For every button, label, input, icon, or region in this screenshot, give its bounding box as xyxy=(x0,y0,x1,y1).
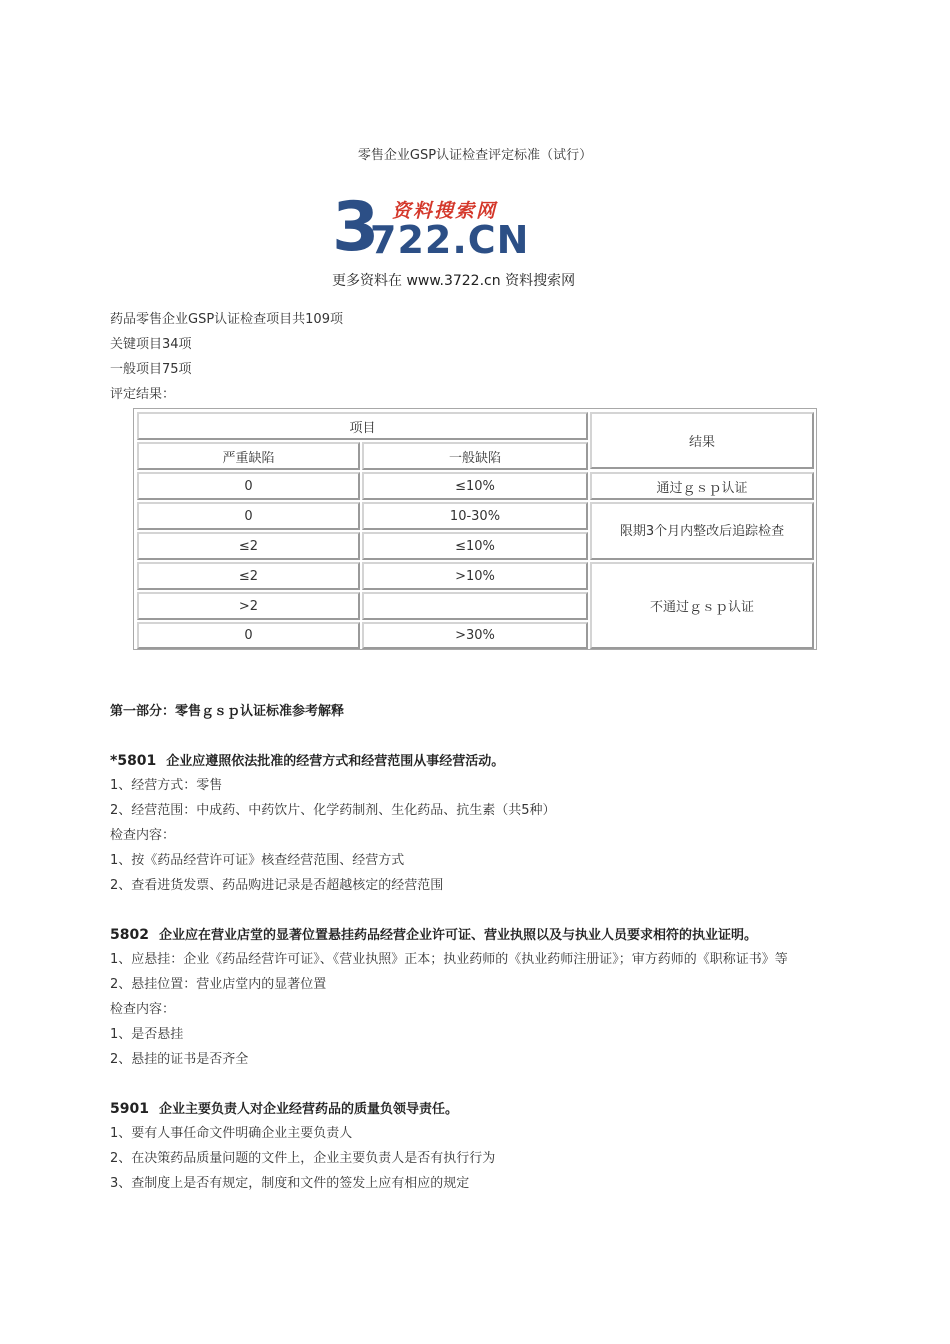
section-code: 5802 xyxy=(110,927,149,943)
part-heading: 第一部分：零售ｇｓｐ认证标准参考解释 xyxy=(110,704,345,719)
section-heading xyxy=(110,926,757,945)
section-line: 1、按《药品经营许可证》核查经营范围、经营方式 xyxy=(110,853,405,868)
table-cell-serious: ≤2 xyxy=(137,562,360,590)
table-result-fail: 不通过ｇｓｐ认证 xyxy=(590,562,814,649)
section-code: *5801 xyxy=(110,753,157,769)
section-heading xyxy=(110,1100,458,1119)
logo-domain-text: 722.CN xyxy=(370,218,530,262)
evaluation-table xyxy=(133,408,817,650)
section-line: 2、悬挂的证书是否齐全 xyxy=(110,1052,249,1067)
site-logo xyxy=(332,188,612,294)
section-line: 2、查看进货发票、药品购进记录是否超越核定的经营范围 xyxy=(110,878,444,893)
table-cell-serious: 0 xyxy=(137,502,360,530)
table-header-item: 项目 xyxy=(137,412,588,440)
logo-red-text: 资料搜索网 xyxy=(392,200,498,222)
table-cell-general: >30% xyxy=(362,622,588,649)
section-title: 企业应在营业店堂的显著位置悬挂药品经营企业许可证、营业执照以及与执业人员要求相符的执业证明。 xyxy=(158,928,757,943)
table-cell-general: ≤10% xyxy=(362,472,588,500)
table-header-result: 结果 xyxy=(590,412,814,469)
table-result-conditional: 限期3个月内整改后追踪检查 xyxy=(590,502,814,560)
section-title: 企业主要负责人对企业经营药品的质量负领导责任。 xyxy=(158,1102,458,1117)
table-cell-serious: 0 xyxy=(137,472,360,500)
table-cell-serious: ≤2 xyxy=(137,532,360,560)
section-line: 1、是否悬挂 xyxy=(110,1027,184,1042)
table-cell-serious: 0 xyxy=(137,622,360,649)
section-line: 检查内容： xyxy=(110,828,176,843)
table-result-pass: 通过ｇｓｐ认证 xyxy=(590,472,814,500)
table-cell-general: >10% xyxy=(362,562,588,590)
table-col-serious: 严重缺陷 xyxy=(137,442,360,470)
section-line: 1、应悬挂：企业《药品经营许可证》、《营业执照》正本；执业药师的《执业药师注册证》；审方药师的《职称证书》等 xyxy=(110,952,788,967)
intro-result-label: 评定结果： xyxy=(110,387,176,402)
section-line: 检查内容： xyxy=(110,1002,176,1017)
intro-total: 药品零售企业GSP认证检查项目共109项 xyxy=(110,312,343,327)
section-heading xyxy=(110,752,504,771)
section-line: 2、悬挂位置：营业店堂内的显著位置 xyxy=(110,977,327,992)
table-col-general: 一般缺陷 xyxy=(362,442,588,470)
table-cell-serious: >2 xyxy=(137,592,360,620)
intro-key: 关键项目34项 xyxy=(110,337,192,352)
section-line: 2、在决策药品质量问题的文件上，企业主要负责人是否有执行行为 xyxy=(110,1151,496,1166)
logo-digit: 3 xyxy=(332,188,380,267)
section-code: 5901 xyxy=(110,1101,149,1117)
section-line: 1、经营方式：零售 xyxy=(110,778,223,793)
table-cell-general xyxy=(362,592,588,620)
logo-subline: 更多资料在 www.3722.cn 资料搜索网 xyxy=(332,273,576,289)
document-title: 零售企业GSP认证检查评定标准（试行） xyxy=(357,148,593,163)
table-cell-general: ≤10% xyxy=(362,532,588,560)
table-cell-general: 10-30% xyxy=(362,502,588,530)
intro-general: 一般项目75项 xyxy=(110,362,192,377)
section-line: 2、经营范围：中成药、中药饮片、化学药制剂、生化药品、抗生素（共5种） xyxy=(110,803,556,818)
section-title: 企业应遵照依法批准的经营方式和经营范围从事经营活动。 xyxy=(166,754,505,769)
section-line: 1、要有人事任命文件明确企业主要负责人 xyxy=(110,1126,353,1141)
section-line: 3、查制度上是否有规定，制度和文件的签发上应有相应的规定 xyxy=(110,1176,470,1191)
